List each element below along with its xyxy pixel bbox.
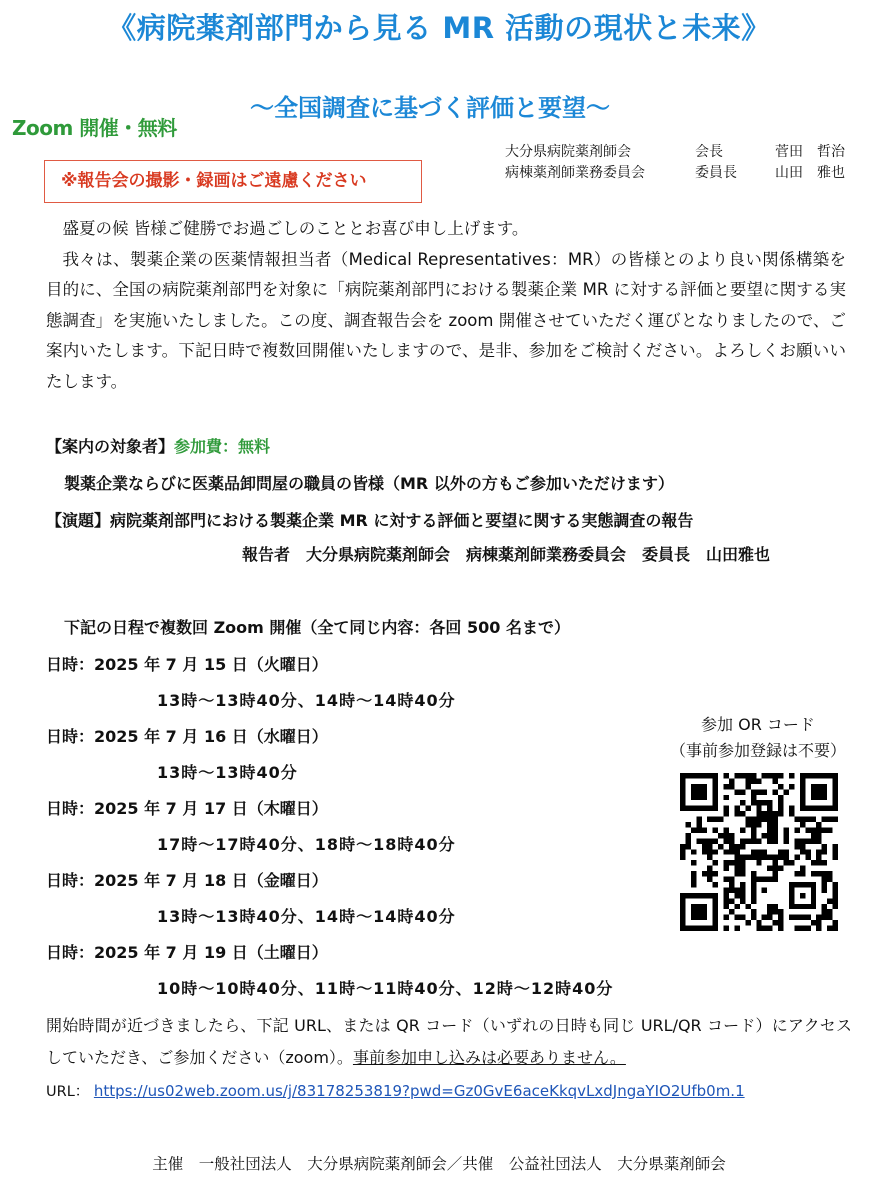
url-line <box>46 1080 745 1101</box>
topic-title: 病院薬剤部門における製薬企業 MR に対する評価と要望に関する実態調査の報告 <box>110 511 694 530</box>
organizer-name: 山田 雅也 <box>775 165 845 181</box>
schedule-times: 17時〜17時40分、18時〜18時40分 <box>157 835 456 854</box>
organizer-name: 菅田 哲治 <box>775 144 845 160</box>
fee-label: 参加費：無料 <box>174 437 271 456</box>
greeting: 盛夏の候 皆様ご健勝でお過ごしのこととお喜び申し上げます。 <box>62 219 529 238</box>
qr-code-image[interactable] <box>680 773 838 931</box>
footer-hosts: 主催 一般社団法人 大分県病院薬剤師会／共催 公益社団法人 大分県薬剤師会 <box>152 1155 726 1173</box>
qr-caption-note: （事前参加登録は不要） <box>669 741 846 760</box>
qr-caption <box>668 712 848 764</box>
schedule-date: 日時：2025 年 7 月 18 日（金曜日） <box>46 871 328 890</box>
schedule-times: 13時〜13時40分 <box>157 763 298 782</box>
schedule-date: 日時：2025 年 7 月 19 日（土曜日） <box>46 943 328 962</box>
registration-note: 事前参加申し込みは必要ありません。 <box>352 1048 626 1067</box>
organizer-org: 大分県病院薬剤師会 <box>505 144 631 160</box>
intro-text <box>46 214 846 397</box>
access-text: 開始時間が近づきましたら、下記 URL、または QR コード（いずれの日時も同じ URL/QR コード）にアクセスしていただき、ご参加ください（zoom）。 <box>46 1016 852 1067</box>
organizer-role: 会長 <box>695 144 723 160</box>
topic-label: 【演題】 <box>46 511 111 530</box>
target-heading <box>46 434 270 457</box>
organizer-role: 委員長 <box>695 165 737 181</box>
schedule-date: 日時：2025 年 7 月 17 日（木曜日） <box>46 799 328 818</box>
access-paragraph <box>46 1010 852 1074</box>
zoom-url-link[interactable]: https://us02web.zoom.us/j/83178253819?pwd=Gz0GvE6aceKkqvLxdJngaYIO2Ufb0m.1 <box>93 1082 745 1100</box>
qr-caption-title: 参加 OR コード <box>701 715 815 734</box>
schedule-times: 13時〜13時40分、14時〜14時40分 <box>157 907 456 926</box>
target-label: 【案内の対象者】 <box>46 437 175 456</box>
organizer-row <box>505 142 845 163</box>
topic-line <box>46 508 693 531</box>
page-title: 《病院薬剤部門から見る MR 活動の現状と未来》 <box>107 11 771 45</box>
page-subtitle: 〜全国調査に基づく評価と要望〜 <box>250 94 610 122</box>
organizer-row <box>505 163 845 184</box>
organizer-table <box>505 142 845 184</box>
presenter-line: 報告者 大分県病院薬剤師会 病棟薬剤師業務委員会 委員長 山田雅也 <box>242 545 771 564</box>
schedule-date: 日時：2025 年 7 月 16 日（水曜日） <box>46 727 328 746</box>
organizer-org: 病棟薬剤師業務委員会 <box>505 165 645 181</box>
schedule-date: 日時：2025 年 7 月 15 日（火曜日） <box>46 655 328 674</box>
schedule-times: 10時〜10時40分、11時〜11時40分、12時〜12時40分 <box>157 979 614 998</box>
schedule-times: 13時〜13時40分、14時〜14時40分 <box>157 691 456 710</box>
zoom-free-label: Zoom 開催・無料 <box>12 116 177 140</box>
url-label: URL： <box>46 1084 90 1100</box>
target-audience: 製薬企業ならびに医薬品卸問屋の職員の皆様（MR 以外の方もご参加いただけます） <box>64 474 674 493</box>
schedule-intro: 下記の日程で複数回 Zoom 開催（全て同じ内容：各回 500 名まで） <box>64 618 570 637</box>
recording-notice: ※報告会の撮影・録画はご遠慮ください <box>44 160 422 203</box>
intro-body: 我々は、製薬企業の医薬情報担当者（Medical Representatives：MR）の皆様とのより良い関係構築を目的に、全国の病院薬剤部門を対象に「病院薬剤部門における製薬企業 MR に対する評価と要望に関する実態調査」を実施いたしました。この度、調査報告会を zoom 開催させていただく運びとなりましたので、ご案内いたします。下記日時で複数回開催いたしますので、是非、参加をご検討ください。よろしくお願いいたします。 <box>46 249 846 391</box>
